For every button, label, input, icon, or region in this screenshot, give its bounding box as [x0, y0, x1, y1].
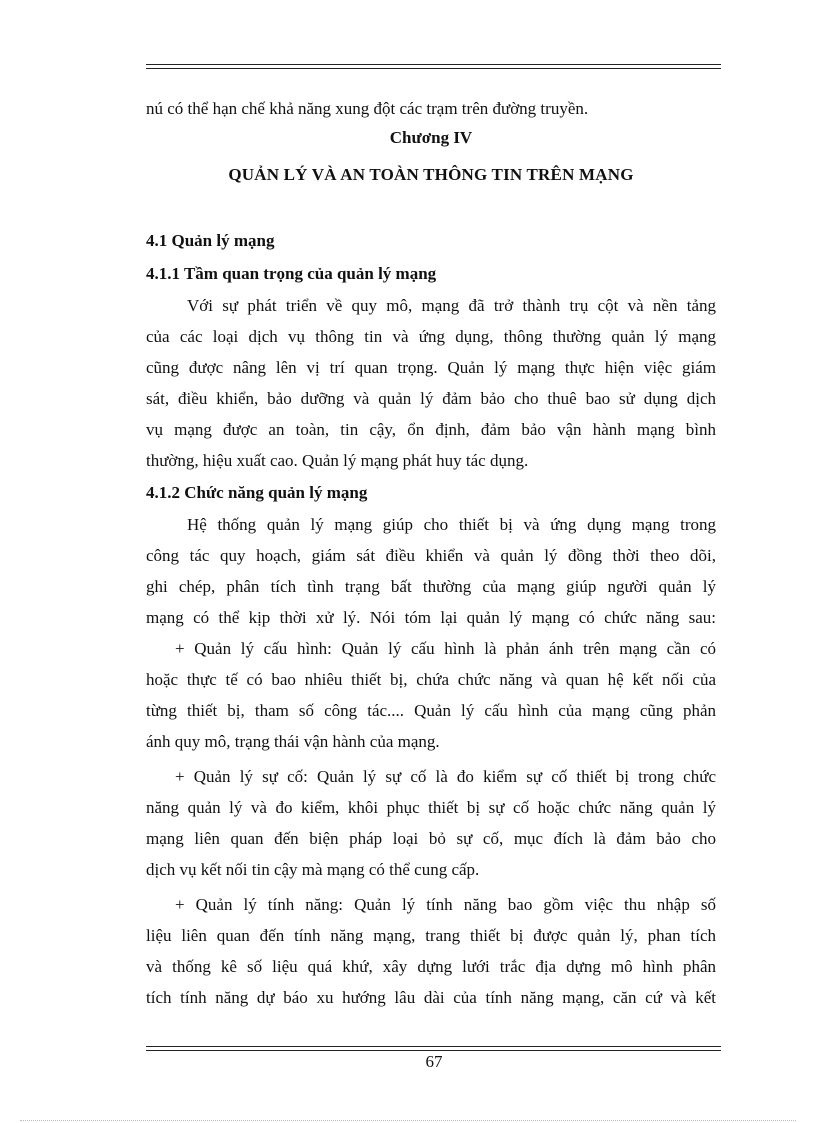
paragraph-line: công tác quy hoạch, giám sát điều khiển và quản lý đồng thời theo dõi, [146, 546, 716, 565]
paragraph-line: Với sự phát triển về quy mô, mạng đã trở thành trụ cột và nền tảng [187, 296, 716, 315]
paragraph-line: từng thiết bị, tham số công tác.... Quản lý cấu hình của mạng cũng phản [146, 701, 716, 720]
paragraph-line: sát, điều khiển, bảo dưỡng và quản lý đảm bảo cho thuê bao sử dụng dịch [146, 389, 716, 408]
section-heading-4-1-1: 4.1.1 Tầm quan trọng của quản lý mạng [146, 264, 437, 283]
paragraph-configuration-management [146, 633, 716, 757]
spacer [146, 198, 716, 224]
section-heading-4-1: 4.1 Quản lý mạng [146, 231, 275, 250]
paragraph-line: và thống kê số liệu quá khứ, xây dựng lưới trắc địa dựng mô hình phân [146, 957, 716, 976]
paragraph-line: của các loại dịch vụ thông tin và ứng dụng, thông thường quản lý mạng [146, 327, 716, 346]
paragraph-line: mạng có thể kịp thời xử lý. Nói tóm lại quản lý mạng có chức năng sau: [146, 608, 716, 627]
paragraph-line: dịch vụ kết nối tin cậy mà mạng có thể cung cấp. [146, 860, 480, 879]
paragraph-line: Hệ thống quản lý mạng giúp cho thiết bị và ứng dụng mạng trong [187, 515, 716, 534]
paragraph-fault-management [146, 761, 716, 885]
paragraph-line: + Quản lý sự cố: Quản lý sự cố là đo kiểm sự cố thiết bị trong chức [175, 767, 716, 786]
footer-rule [146, 1046, 721, 1051]
paragraph-line: + Quản lý cấu hình: Quản lý cấu hình là phản ánh trên mạng cần có [175, 639, 716, 658]
paragraph-importance [146, 290, 716, 476]
page-edge [20, 1120, 796, 1121]
header-rule [146, 64, 721, 69]
paragraph-line: ghi chép, phân tích tình trạng bất thường của mạng giúp người quản lý [146, 577, 716, 596]
paragraph-performance-management [146, 889, 716, 1013]
paragraph-line: năng quản lý và đo kiểm, khôi phục thiết bị sự cố hoặc chức năng quản lý [146, 798, 716, 817]
continuation-text: nú có thể hạn chế khả năng xung đột các trạm trên đường truyền. [146, 99, 589, 118]
paragraph-line: hoặc thực tế có bao nhiêu thiết bị, chứa chức năng và quan hệ kết nối của [146, 670, 716, 689]
paragraph-line: + Quản lý tính năng: Quản lý tính năng bao gồm việc thu nhập số [175, 895, 716, 914]
paragraph-functions-intro [146, 509, 716, 633]
chapter-title: QUẢN LÝ VÀ AN TOÀN THÔNG TIN TRÊN MẠNG [228, 165, 634, 184]
paragraph-line: ánh quy mô, trạng thái vận hành của mạng. [146, 732, 440, 751]
paragraph-line: tích tính năng dự báo xu hướng lâu dài của tính năng mạng, căn cứ và kết [146, 988, 716, 1007]
section-heading-4-1-2: 4.1.2 Chức năng quản lý mạng [146, 483, 368, 502]
paragraph-line: thường, hiệu xuất cao. Quản lý mạng phát huy tác dụng. [146, 451, 529, 470]
paragraph-line: liệu liên quan đến tính năng mạng, trang thiết bị được quản lý, phan tích [146, 926, 716, 945]
paragraph-line: cũng được nâng lên vị trí quan trọng. Quản lý mạng thực hiện việc giám [146, 358, 716, 377]
paragraph-line: mạng liên quan đến biện pháp loại bỏ sự cố, mục đích là đảm bảo cho [146, 829, 716, 848]
chapter-label: Chương IV [389, 128, 473, 147]
page-number: 67 [425, 1052, 443, 1071]
paragraph-line: vụ mạng được an toàn, tin cậy, ổn định, đảm bảo vận hành mạng bình [146, 420, 716, 439]
document-body [146, 93, 716, 1013]
